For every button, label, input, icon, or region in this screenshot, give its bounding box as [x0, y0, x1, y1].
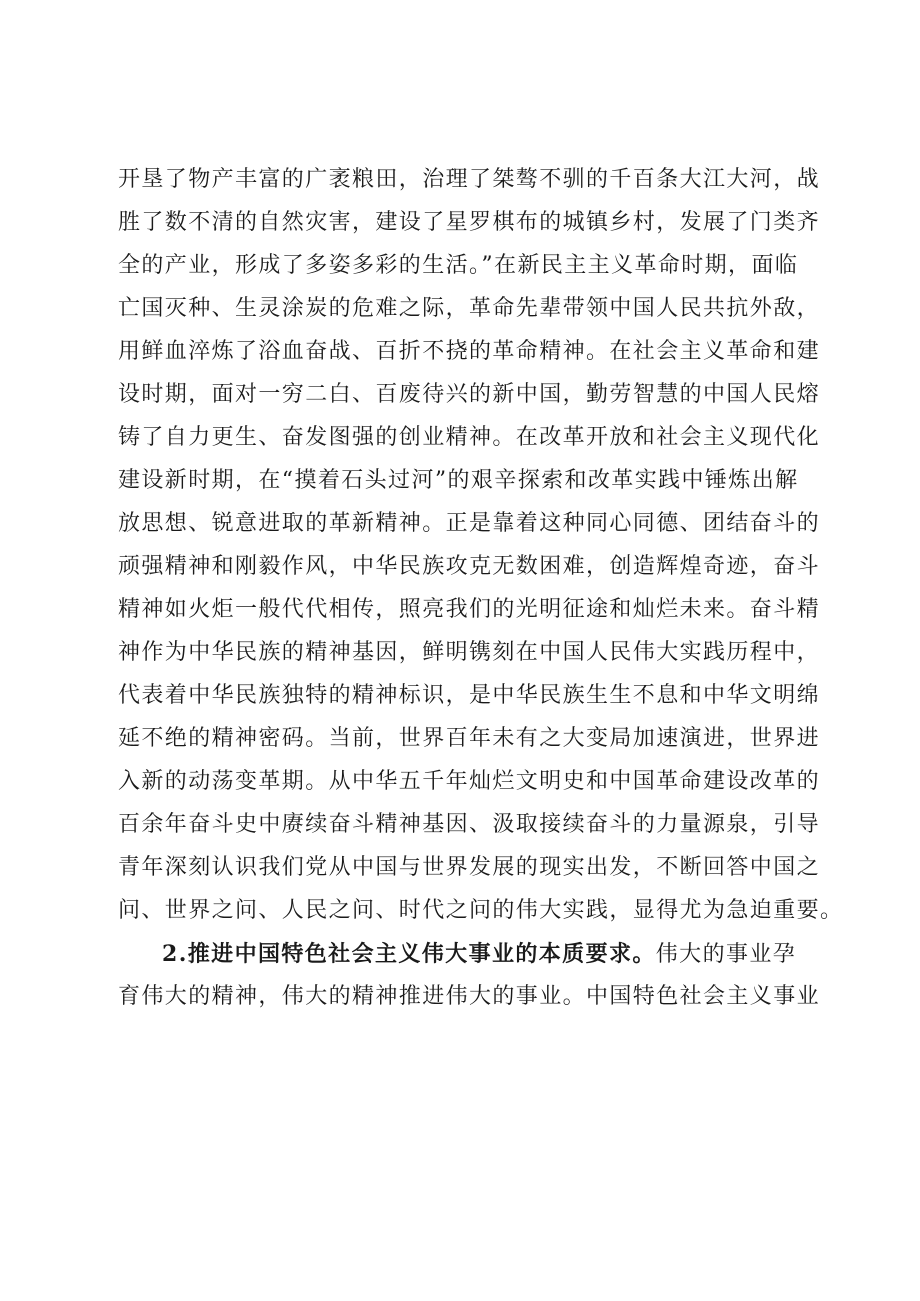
paragraph-line: 铸了自力更生、奋发图强的创业精神。在改革开放和社会主义现代化 — [118, 425, 821, 450]
paragraph-line: 放思想、锐意进取的革新精神。正是靠着这种同心同德、团结奋斗的 — [118, 511, 821, 536]
paragraph-line: 建设新时期，在“摸着石头过河”的艰辛探索和改革实践中锤炼出解 — [118, 468, 799, 493]
paragraph-text: 伟大的事业孕 — [655, 942, 797, 967]
paragraph-line: 精神如火炬一般代代相传，照亮我们的光明征途和灿烂未来。奋斗精 — [118, 597, 821, 622]
paragraph-line: 设时期，面对一穷二白、百废待兴的新中国，勤劳智慧的中国人民熔 — [118, 382, 821, 407]
paragraph-line: 用鲜血淬炼了浴血奋战、百折不挠的革命精神。在社会主义革命和建 — [118, 339, 821, 364]
section-heading: 2.推进中国特色社会主义伟大事业的本质要求。 — [162, 941, 656, 967]
paragraph-line: 开垦了物产丰富的广袤粮田，治理了桀骜不驯的千百条大江大河，战 — [118, 167, 821, 192]
paragraph-line: 胜了数不清的自然灾害，建设了星罗棋布的城镇乡村，发展了门类齐 — [118, 210, 821, 235]
paragraph-line: 顽强精神和刚毅作风，中华民族攻克无数困难，创造辉煌奇迹，奋斗 — [118, 554, 821, 579]
paragraph-line: 青年深刻认识我们党从中国与世界发展的现实出发，不断回答中国之 — [118, 855, 821, 880]
paragraph-first-line — [162, 934, 818, 974]
paragraph-line: 代表着中华民族独特的精神标识，是中华民族生生不息和中华文明绵 — [118, 683, 821, 708]
paragraph-line: 延不绝的精神密码。当前，世界百年未有之大变局加速演进，世界进 — [118, 726, 821, 751]
paragraph-line: 全的产业，形成了多姿多彩的生活。”在新民主主义革命时期，面临 — [118, 253, 799, 278]
paragraph-line: 神作为中华民族的精神基因，鲜明镌刻在中国人民伟大实践历程中， — [118, 640, 821, 665]
paragraph-line: 育伟大的精神，伟大的精神推进伟大的事业。中国特色社会主义事业 — [118, 984, 821, 1009]
paragraph-line: 问、世界之问、人民之问、时代之问的伟大实践，显得尤为急迫重要。 — [118, 898, 844, 923]
paragraph-line: 亡国灭种、生灵涂炭的危难之际，革命先辈带领中国人民共抗外敌， — [118, 296, 821, 321]
paragraph-line: 百余年奋斗史中赓续奋斗精神基因、汲取接续奋斗的力量源泉，引导 — [118, 812, 821, 837]
paragraph-line: 入新的动荡变革期。从中华五千年灿烂文明史和中国革命建设改革的 — [118, 769, 821, 794]
